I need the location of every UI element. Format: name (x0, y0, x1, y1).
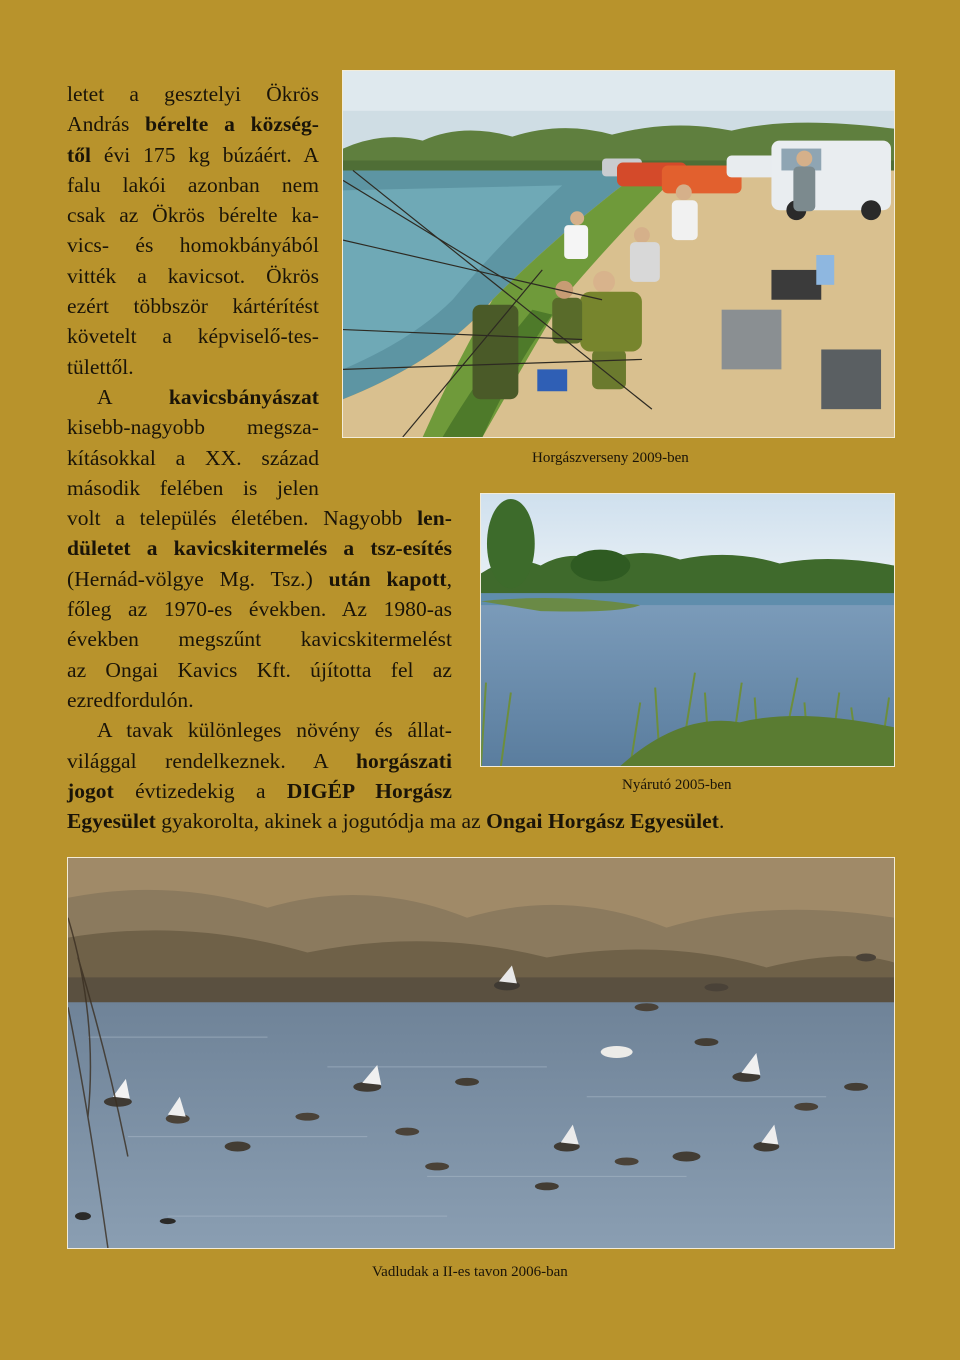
text-line (67, 806, 815, 836)
text-run: letet a gesztelyi Ökrös (67, 82, 319, 106)
text-line (67, 170, 319, 200)
text-run: kításokkal a XX. század (67, 445, 319, 470)
text-run: (Hernád-völgye Mg. Tsz.) (67, 566, 329, 591)
text-line (67, 503, 452, 533)
text-run: falu lakói azonban nem (67, 172, 319, 197)
wild-geese-photo (68, 858, 894, 1248)
text-run: évi 175 kg búzáért. A (91, 142, 319, 167)
bold-phrase: jogot (67, 778, 114, 803)
text-run: , (446, 566, 452, 591)
text-line (67, 624, 452, 654)
text-line (67, 412, 319, 442)
text-line (67, 200, 319, 230)
text-line (97, 382, 319, 412)
photo-wild-geese (67, 857, 895, 1249)
text-line (67, 79, 319, 109)
text-line (67, 746, 452, 776)
body-lines (67, 79, 815, 836)
text-line (67, 230, 319, 260)
text-line (67, 321, 319, 351)
text-run: András (67, 112, 146, 137)
text-run: . (718, 809, 725, 834)
text-run: ezredfordulón. (67, 687, 194, 712)
bold-phrase: bérelte a község- (145, 112, 320, 137)
text-run: A (97, 384, 169, 409)
text-line (67, 564, 452, 594)
bold-phrase: len- (417, 506, 452, 531)
text-run: világgal rendelkeznek. A (67, 748, 356, 773)
text-line (67, 473, 319, 503)
bold-phrase: Ongai Horgász Egyesület (486, 809, 719, 834)
text-line (67, 776, 452, 806)
text-line (67, 352, 319, 382)
text-run: vitték a kavicsot. Ökrös (67, 263, 319, 288)
photo-caption: Nyárutó 2005-ben (622, 777, 732, 793)
text-run: gyakorolta, akinek a jogutódja ma az (155, 809, 487, 834)
text-run: követelt a képviselő-tes- (67, 324, 319, 349)
text-line (67, 261, 319, 291)
text-run: tülettől. (67, 354, 134, 379)
text-run: ezért többször kártérítést (67, 294, 319, 319)
text-run: évtizedekig a (113, 778, 287, 803)
text-line (67, 533, 452, 563)
text-line (97, 715, 452, 745)
text-run: második felében is jelen (67, 475, 319, 500)
text-line (67, 109, 319, 139)
photo-caption: Vadludak a II-es tavon 2006-ban (372, 1264, 568, 1280)
text-run: csak az Ökrös bérelte ka- (67, 203, 319, 228)
text-line (67, 443, 319, 473)
bold-phrase: kavicsbányászat (168, 384, 319, 409)
text-line (67, 291, 319, 321)
text-run: volt a település életében. Nagyobb (67, 506, 418, 531)
bold-phrase: Egyesület (67, 809, 156, 834)
bold-phrase: DIGÉP Horgász (286, 778, 452, 803)
text-line (67, 685, 815, 715)
text-run: vics- és homokbányából (67, 233, 319, 258)
text-run: A tavak különleges növény és állat- (97, 718, 452, 743)
text-run: években megszűnt kavicskitermelést (67, 627, 452, 652)
text-run: főleg az 1970-es években. Az 1980-as (67, 597, 452, 622)
bold-phrase: után kapott (328, 566, 447, 591)
text-line (67, 140, 319, 170)
body-text (67, 79, 815, 836)
text-line (67, 594, 452, 624)
text-run: kisebb-nagyobb megsza- (67, 415, 319, 440)
bold-phrase: dületet a kavicskitermelés a tsz-esítés (67, 536, 452, 561)
text-line (67, 655, 452, 685)
bold-phrase: horgászati (355, 748, 452, 773)
photo-caption: Horgászverseny 2009-ben (532, 450, 689, 466)
bold-phrase: től (67, 142, 92, 167)
text-run: az Ongai Kavics Kft. újította fel az (67, 657, 452, 682)
